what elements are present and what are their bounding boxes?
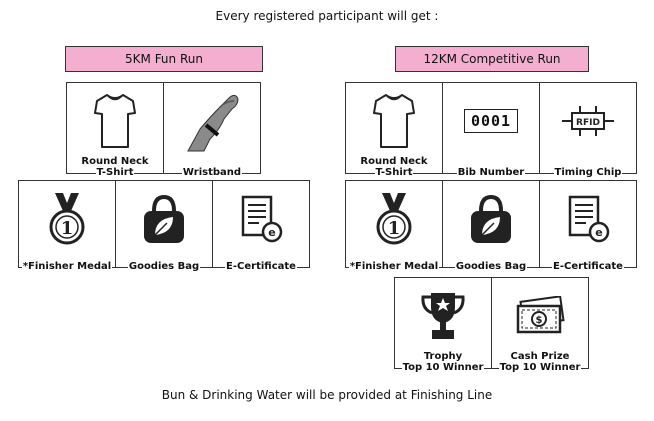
intro-heading: Every registered participant will get : <box>215 9 439 23</box>
item-label: Round Neck <box>81 156 149 167</box>
item-label: Goodies Bag <box>455 261 527 272</box>
rfid-label: RFID <box>576 118 600 128</box>
trophy-icon <box>418 289 468 343</box>
item-goodies-5km <box>115 180 213 272</box>
item-medal-5km <box>18 180 116 272</box>
category-12km: 12KM Competitive Run <box>395 46 589 72</box>
item-bib-12km <box>442 82 540 178</box>
item-label: Round Neck <box>360 156 428 167</box>
item-label-2: Top 10 Winner <box>402 362 484 373</box>
item-certificate-12km <box>539 180 637 272</box>
item-label: Wristband <box>182 167 242 178</box>
item-label: Goodies Bag <box>128 261 200 272</box>
item-chip-12km <box>539 82 637 178</box>
item-tshirt-12km <box>345 82 443 178</box>
svg-text:$: $ <box>535 315 543 326</box>
item-label: E-Certificate <box>226 261 296 272</box>
item-certificate-5km <box>212 180 310 272</box>
certificate-icon <box>566 194 610 244</box>
item-label: *Finisher Medal <box>349 261 439 272</box>
item-goodies-12km <box>442 180 540 272</box>
medal-icon <box>374 191 414 247</box>
timing-chip-icon <box>560 104 616 138</box>
item-label: Timing Chip <box>554 167 622 178</box>
item-medal-12km <box>345 180 443 272</box>
item-label: *Finisher Medal <box>22 261 112 272</box>
tshirt-icon <box>93 91 137 151</box>
item-cash-12km <box>491 277 589 373</box>
item-label-2: Top 10 Winner <box>499 362 581 373</box>
goodies-bag-icon <box>141 193 187 245</box>
item-label: Bib Number <box>457 167 525 178</box>
svg-text:1: 1 <box>387 218 401 239</box>
footer-note: Bun & Drinking Water will be provided at Finishing Line <box>161 388 493 402</box>
item-label: E-Certificate <box>553 261 623 272</box>
tshirt-icon <box>372 91 416 151</box>
item-trophy-12km <box>394 277 492 373</box>
item-wristband-5km <box>163 82 261 178</box>
certificate-icon <box>239 194 283 244</box>
item-label-2: T-Shirt <box>375 167 413 178</box>
item-label: Trophy <box>423 351 463 362</box>
item-label-2: T-Shirt <box>96 167 134 178</box>
bib-icon: 0001 <box>464 109 518 133</box>
medal-icon <box>47 191 87 247</box>
svg-text:1: 1 <box>60 218 74 239</box>
category-5km: 5KM Fun Run <box>65 46 263 72</box>
cash-icon <box>512 296 568 336</box>
goodies-bag-icon <box>468 193 514 245</box>
svg-text:e: e <box>268 226 276 239</box>
wristband-icon <box>180 89 244 153</box>
item-label: Cash Prize <box>510 351 570 362</box>
svg-text:e: e <box>595 226 603 239</box>
item-tshirt-5km <box>66 82 164 178</box>
